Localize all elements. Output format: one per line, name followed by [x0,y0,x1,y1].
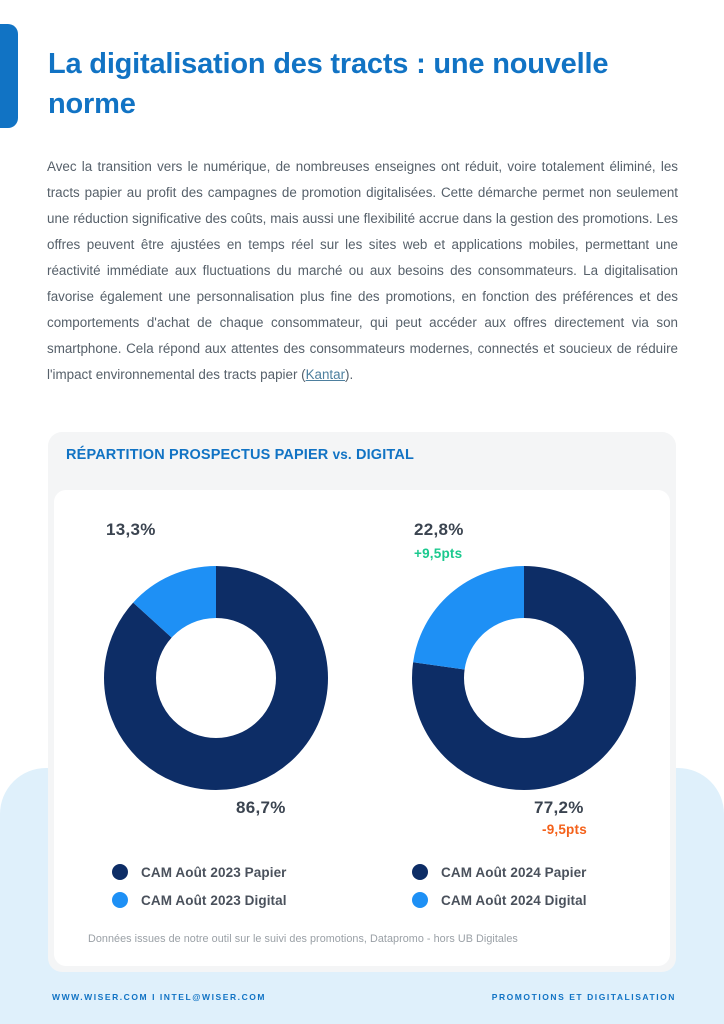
legend-label-2024-papier: CAM Août 2024 Papier [441,864,587,880]
donut-2024-digital-delta: +9,5pts [414,546,463,561]
legend-label-2023-digital: CAM Août 2023 Digital [141,892,287,908]
donut-panel-2023 [54,490,362,908]
page-title: La digitalisation des tracts : une nouvelle norme [48,48,609,120]
legend-dot-papier-icon [112,864,128,880]
body-paragraph-text-before-link: Avec la transition vers le numérique, de nombreuses enseignes ont réduit, voire totalement éliminé, les tracts papier au profit des campagnes de promotion digitalisées. Cette démarche permet non seulement une réduction significative des coûts, mais aussi une flexibilité accrue dans la gestion des promotions. Les offres peuvent être ajustées en temps réel sur les sites web et applications mobiles, permettant une réactivité immédiate aux fluctuations du marché ou aux besoins des consommateurs. La digitalisation favorise également une personnalisation plus fine des promotions, en fonction des préférences et des comportements d'achat de chaque consommateur, qui peut accéder aux offres directement via son smartphone. Cela répond aux attentes des consommateurs modernes, connectés et soucieux de réduire l'impact environnemental des tracts papier ( [47,159,678,382]
chart-inner-panel [54,490,670,966]
legend-label-2023-papier: CAM Août 2023 Papier [141,864,287,880]
chart-card [48,432,676,972]
donut-chart-2024 [412,566,636,790]
legend-dot-papier-icon [412,864,428,880]
donut-2023-digital-value: 13,3% [106,520,156,539]
body-paragraph [47,154,678,388]
legend-2024 [412,858,587,914]
body-paragraph-text-after-link: ). [345,367,354,382]
page-footer [0,992,724,1024]
donut-2024-digital-value: 22,8% [414,520,464,539]
legend-label-2024-digital: CAM Août 2024 Digital [441,892,587,908]
chart-card-title-vs: vs. [332,447,352,462]
legend-2023 [112,858,287,914]
chart-card-title [66,447,414,463]
donut-2024-papier-value: 77,2% [534,798,584,817]
legend-item-2024-papier[interactable] [412,858,587,886]
footer-section-label: PROMOTIONS ET DIGITALISATION [491,992,676,1002]
donut-chart-2023 [104,566,328,790]
legend-dot-digital-icon [412,892,428,908]
kantar-source-link[interactable]: Kantar [305,367,346,382]
chart-card-title-main: RÉPARTITION PROSPECTUS PAPIER [66,447,333,463]
legend-item-2023-papier[interactable] [112,858,287,886]
legend-item-2023-digital[interactable] [112,886,287,914]
donut-2023-papier-value: 86,7% [236,798,286,817]
chart-footnote: Données issues de notre outil sur le suivi des promotions, Datapromo - hors UB Digitales [88,933,518,945]
legend-dot-digital-icon [112,892,128,908]
left-accent-bar [0,24,18,128]
legend-item-2024-digital[interactable] [412,886,587,914]
footer-contact: WWW.WISER.COM I INTEL@WISER.COM [52,992,267,1002]
donut-2024-papier-delta: -9,5pts [542,822,587,837]
chart-card-title-tail: DIGITAL [351,447,414,463]
donut-panel-2024 [362,490,670,908]
